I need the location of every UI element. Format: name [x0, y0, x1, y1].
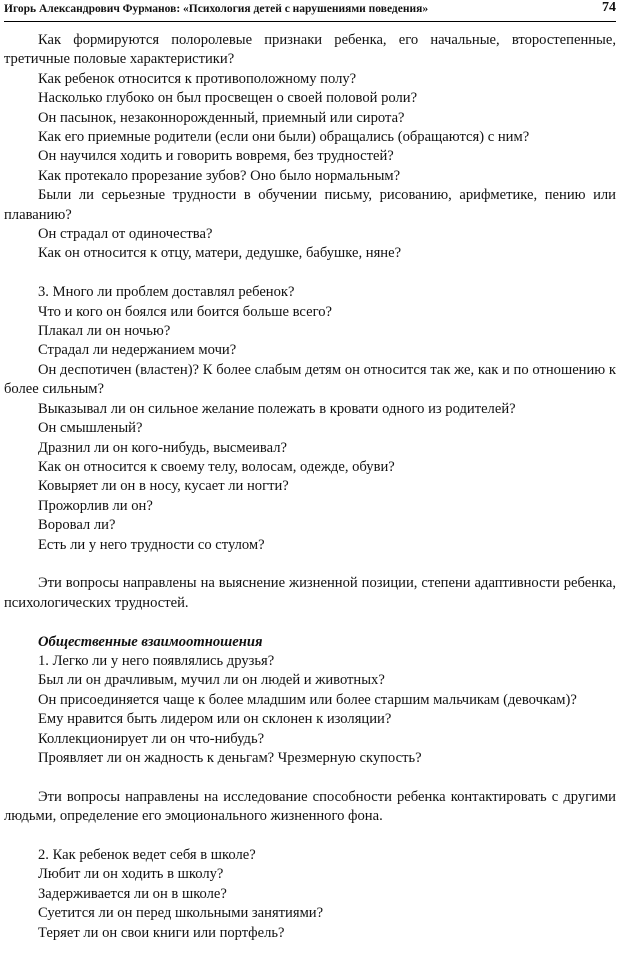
paragraph: Он пасынок, незаконнорожденный, приемный или сирота?: [38, 109, 405, 126]
paragraph: Как формируются полоролевые признаки ребенка, его начальные, второстепенные, третичные половые характеристики?: [4, 32, 616, 68]
paragraph: 1. Легко ли у него появлялись друзья?: [38, 652, 275, 669]
paragraph: Он страдал от одиночества?: [38, 226, 213, 243]
paragraph: Задерживается ли он в школе?: [38, 885, 227, 902]
paragraph: Как он относится к отцу, матери, дедушке, бабушке, няне?: [38, 245, 402, 262]
paragraph: Проявляет ли он жадность к деньгам? Чрезмерную скупость?: [38, 749, 422, 766]
paragraph: Страдал ли недержанием мочи?: [38, 342, 237, 359]
paragraph: Воровал ли?: [38, 517, 116, 534]
paragraph: Ковыряет ли он в носу, кусает ли ногти?: [38, 478, 289, 495]
paragraph: Есть ли у него трудности со стулом?: [38, 536, 265, 553]
paragraph: Как его приемные родители (если они были) обращались (обращаются) с ним?: [38, 129, 530, 146]
paragraph: Как протекало прорезание зубов? Оно было нормальным?: [38, 167, 401, 184]
page-number: 74: [602, 0, 616, 15]
paragraph: Теряет ли он свои книги или портфель?: [38, 924, 285, 941]
blank-line: [4, 613, 616, 632]
paragraph: Был ли он драчливым, мучил ли он людей и животных?: [38, 672, 385, 689]
paragraph: Он смышленый?: [38, 420, 143, 437]
summary-paragraph: Эти вопросы направлены на исследование способности ребенка контактировать с другими людьми, определение его эмоционального жизненного фона.: [4, 788, 616, 825]
paragraph: Любит ли он ходить в школу?: [38, 866, 224, 883]
paragraph: 3. Много ли проблем доставлял ребенок?: [38, 284, 295, 301]
blank-line: [4, 827, 616, 846]
blank-line: [4, 555, 616, 574]
paragraph: Коллекционирует ли он что-нибудь?: [38, 730, 265, 747]
paragraph: Выказывал ли он сильное желание полежать в кровати одного из родителей?: [38, 400, 516, 417]
section-heading: Общественные взаимоотношения: [38, 633, 263, 650]
paragraph: Суетится ли он перед школьными занятиями?: [38, 905, 324, 922]
page-body: [4, 31, 616, 943]
paragraph: Ему нравится быть лидером или он склонен к изоляции?: [38, 711, 392, 728]
blank-line: [4, 264, 616, 283]
paragraph: Дразнил ли он кого-нибудь, высмеивал?: [38, 439, 287, 456]
paragraph: Прожорлив ли он?: [38, 497, 153, 514]
running-title: Игорь Александрович Фурманов: «Психология детей с нарушениями поведения»: [4, 3, 429, 15]
paragraph: Что и кого он боялся или боится больше всего?: [38, 303, 332, 320]
paragraph: Он деспотичен (властен)? К более слабым детям он относится так же, как и по отношению к более сильным?: [4, 361, 616, 398]
paragraph: Он научился ходить и говорить вовремя, без трудностей?: [38, 148, 394, 165]
summary-paragraph: Эти вопросы направлены на выяснение жизненной позиции, степени адаптивности ребенка, психологических трудностей.: [4, 575, 616, 611]
paragraph: Плакал ли он ночью?: [38, 323, 171, 340]
blank-line: [4, 768, 616, 787]
paragraph: Он присоединяется чаще к более младшим или более старшим мальчикам (девочкам)?: [38, 691, 577, 708]
paragraph: 2. Как ребенок ведет себя в школе?: [38, 846, 256, 863]
paragraph: Насколько глубоко он был просвещен о своей половой роли?: [38, 90, 418, 107]
paragraph: Были ли серьезные трудности в обучении письму, рисованию, арифметике, пению или плаванию?: [4, 187, 616, 223]
paragraph: Как он относится к своему телу, волосам, одежде, обуви?: [38, 458, 395, 475]
page-header: [4, 0, 616, 22]
paragraph: Как ребенок относится к противоположному полу?: [38, 70, 357, 87]
